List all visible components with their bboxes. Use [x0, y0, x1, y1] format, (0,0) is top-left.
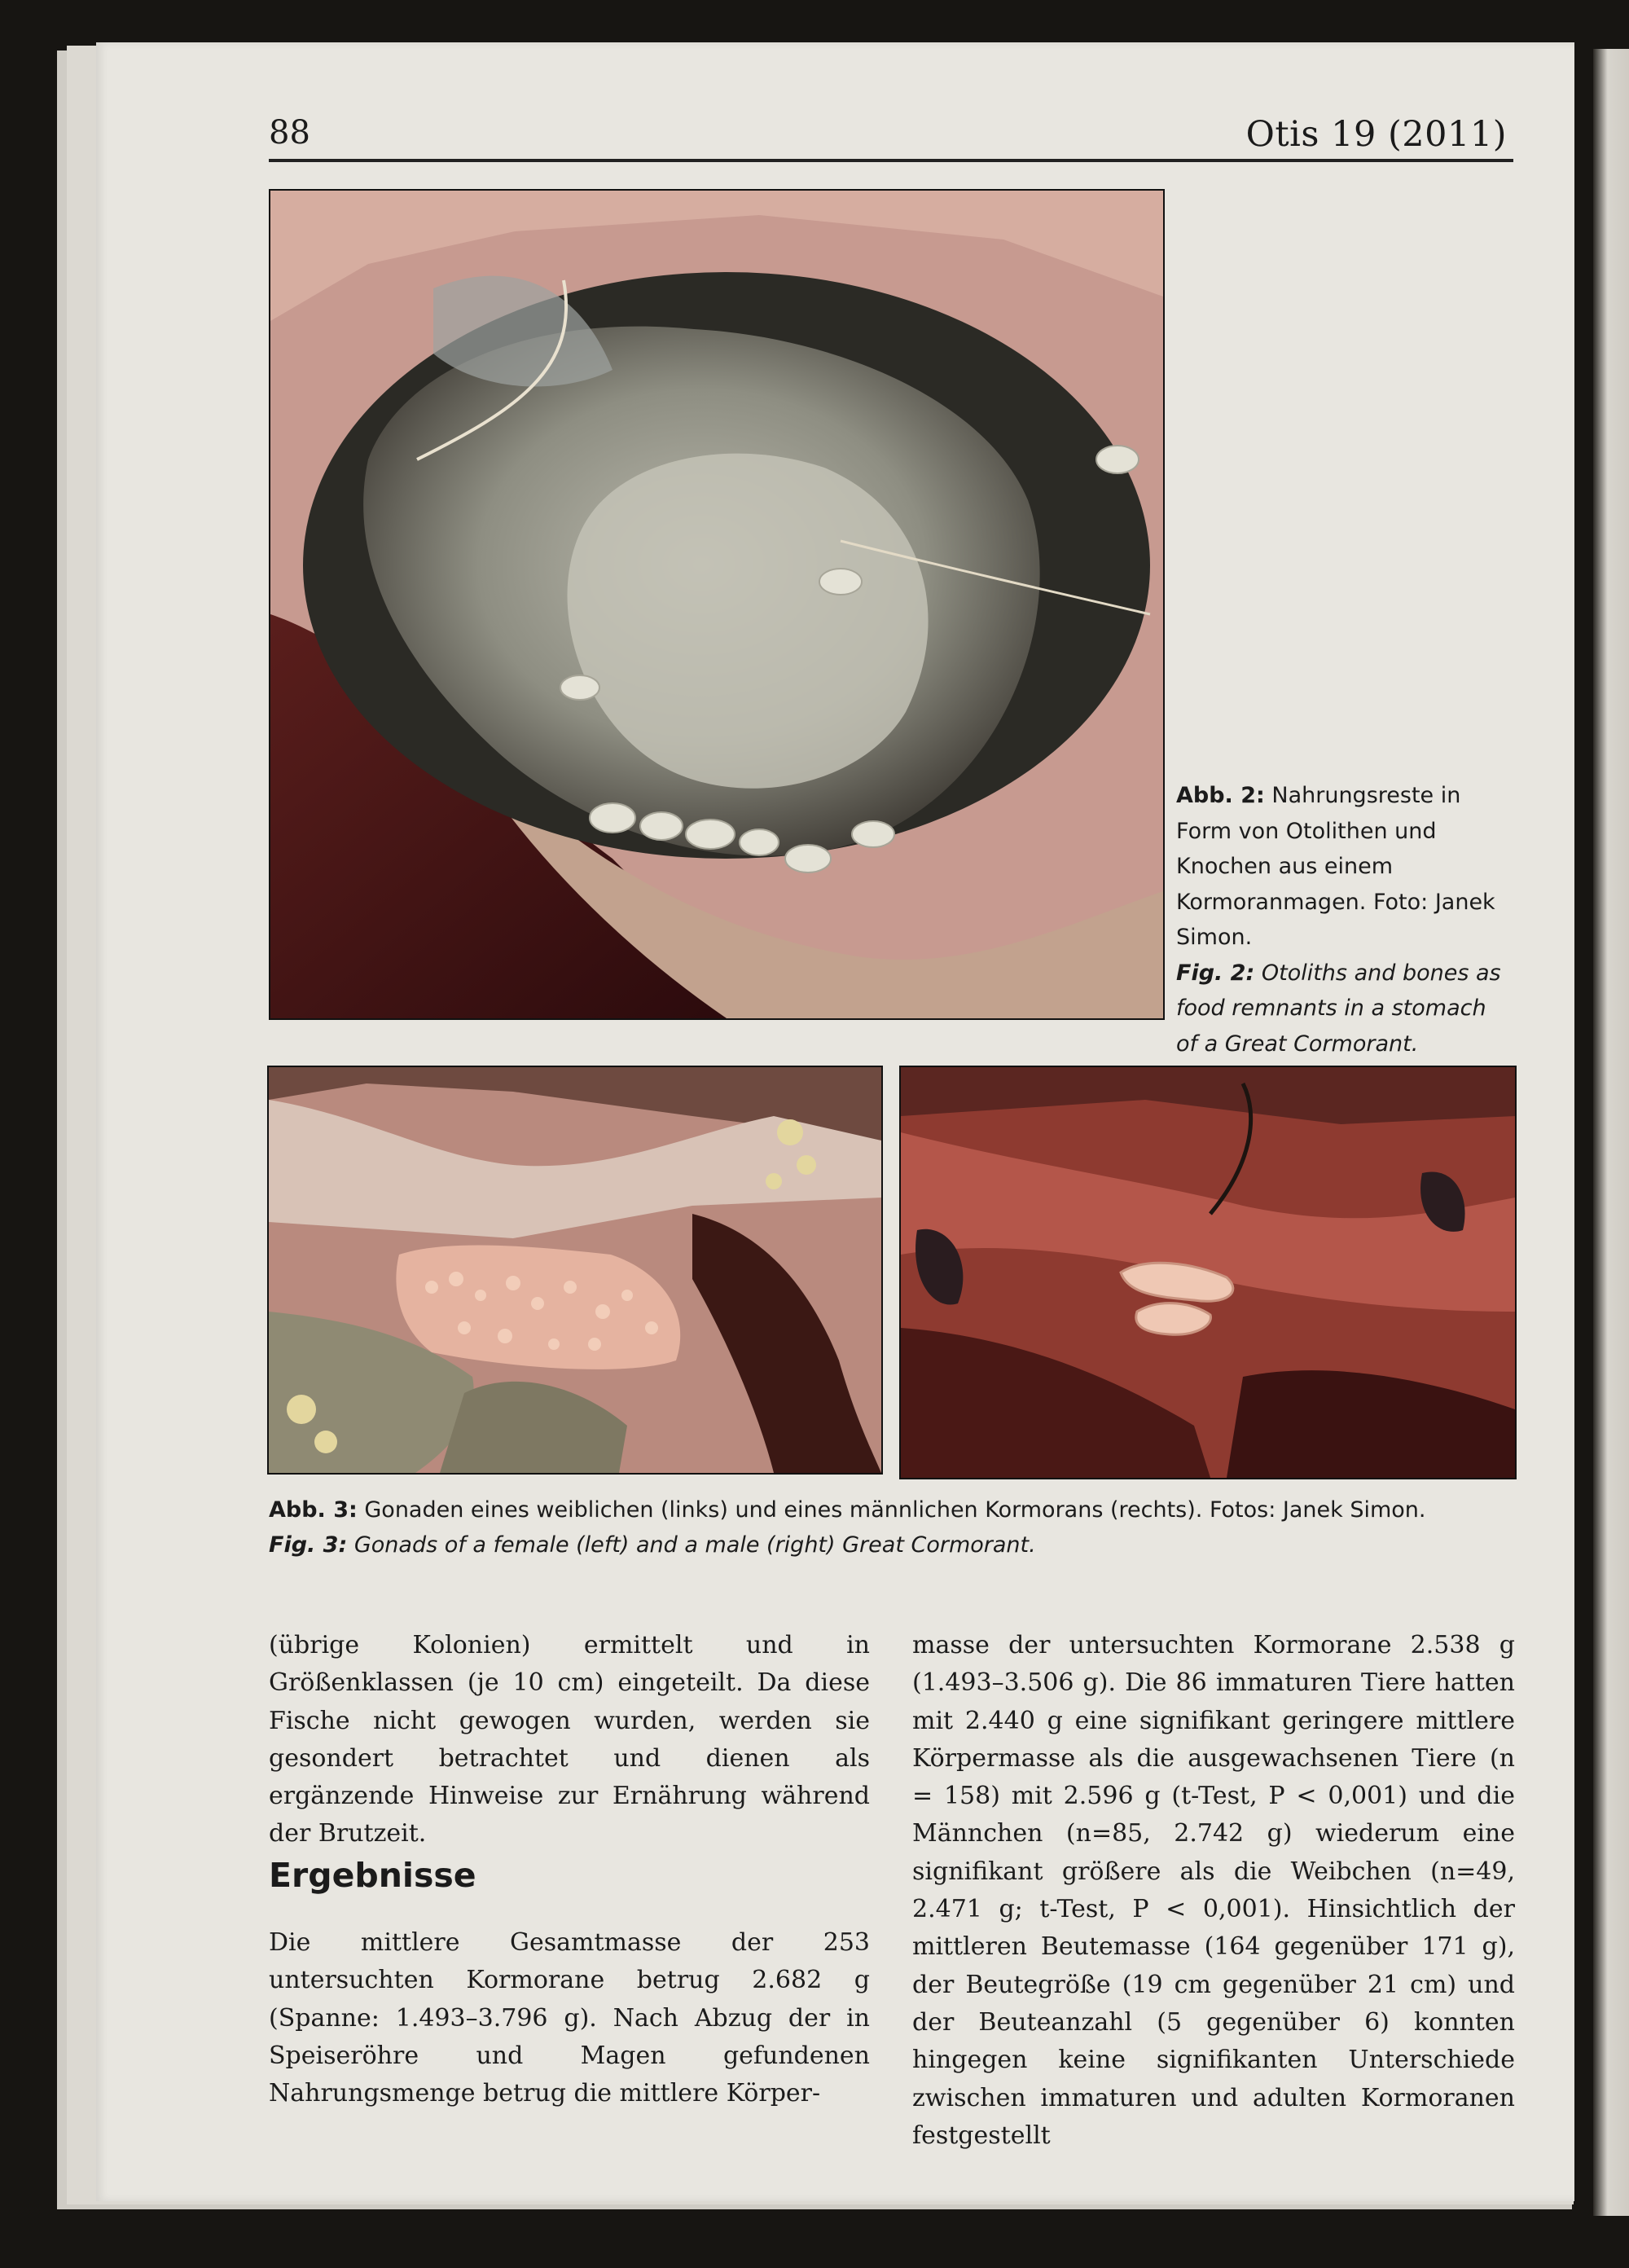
figure-2-label: Abb. 2: [1176, 783, 1265, 808]
figure-3-caption-en: Gonads of a female (left) and a male (right) Great Cormorant. [347, 1532, 1036, 1558]
header-rule [269, 159, 1513, 162]
figure-2-caption-de: Nahrungsreste in Form von Otolithen und Knochen aus einem Kormoranmagen. Foto: Janek Simon. [1176, 783, 1495, 950]
results-paragraph: Die mittlere Gesamtmasse der 253 untersuchten Kormorane betrug 2.682 g (Spanne: 1.493–3.796 g). Nach Abzug der in Speiseröhre und Magen gefundenen Nahrungsmenge betrug die mittlere Körper- [269, 1928, 870, 2108]
results-paragraph-continued: masse der untersuchten Kormorane 2.538 g (1.493–3.506 g). Die 86 immaturen Tiere hatten mit 2.440 g eine signifikant geringere mittlere Körpermasse als die ausgewachsenen Tiere (n = 158) mit 2.596 g (t-Test, P < 0,001) und die Männchen (n=85, 2.742 g) wiederum eine signifikant größere als die Weibchen (n=49, 2.471 g; t-Test, P < 0,001). Hinsichtlich der mittleren Beutemasse (164 gegenüber 171 g), der Beutegröße (19 cm gegenüber 21 cm) und der Beuteanzahl (5 gegenüber 6) konnten hingegen keine signifikanten Unterschiede zwischen immaturen und adulten Kormoranen festgestellt [912, 1631, 1515, 2150]
body-column-left [269, 1627, 870, 1853]
male-gonads-photo [899, 1066, 1517, 1479]
figure-3-caption-de: Gonaden eines weiblichen (links) und eines männlichen Kormorans (rechts). Fotos: Janek Simon. [357, 1497, 1426, 1523]
figure-2-caption [1176, 778, 1514, 1061]
page-number: 88 [269, 114, 310, 152]
body-column-right [912, 1627, 1515, 2155]
figure-3-label-en: Fig. 3: [269, 1532, 348, 1558]
female-gonads-photo [267, 1066, 883, 1475]
methods-paragraph: (übrige Kolonien) ermittelt und in Größenklassen (je 10 cm) eingeteilt. Da diese Fische nicht gewogen wurden, werden sie gesondert betrachtet und dienen als ergänzende Hinweise zur Ernährung während der Brutzeit. [269, 1631, 870, 1848]
figure-3-label: Abb. 3: [269, 1497, 358, 1523]
stomach-contents-photo [269, 189, 1165, 1020]
section-heading: Ergebnisse [269, 1856, 476, 1895]
results-column-left [269, 1924, 870, 2112]
figure-2-caption-en: Otoliths and bones as food remnants in a stomach of a Great Cormorant. [1176, 960, 1501, 1057]
journal-citation: Otis 19 (2011) [1245, 114, 1507, 155]
next-page-edge [1593, 49, 1629, 2216]
figure-2-label-en: Fig. 2: [1176, 960, 1255, 986]
figure-3-caption [269, 1492, 1523, 1563]
